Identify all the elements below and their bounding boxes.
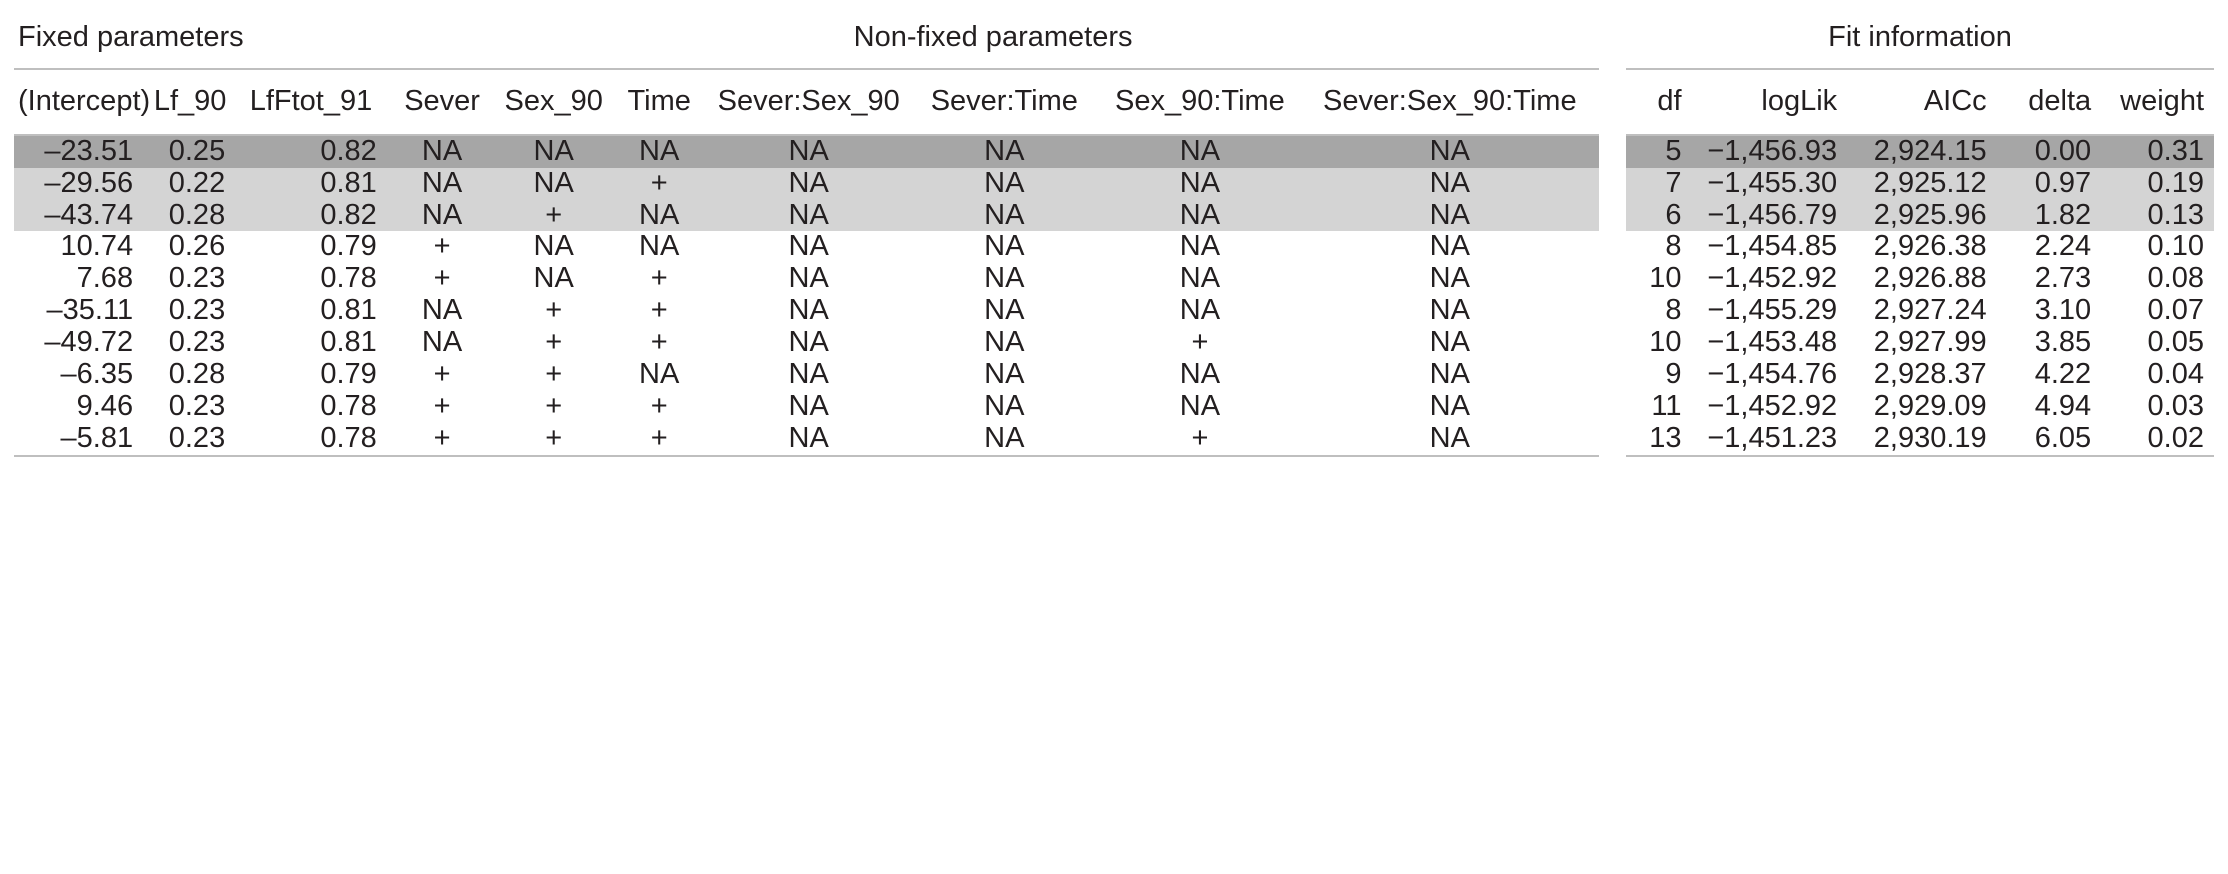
cell-intercept: –23.51 [44, 134, 134, 167]
cell-time: NA [639, 358, 680, 391]
cell-loglik: −1,455.30 [1707, 166, 1838, 199]
cell-loglik: −1,452.92 [1707, 389, 1838, 422]
cell-intercept: –35.11 [46, 294, 134, 327]
cell-gap [1599, 135, 1626, 168]
cell-loglik: −1,455.29 [1707, 294, 1838, 327]
cell-sex-90-time: NA [1179, 198, 1221, 231]
cell-aicc: 2,926.38 [1873, 230, 1987, 263]
cell-sex-90-time: + [1191, 326, 1209, 359]
cell-loglik: −1,454.85 [1707, 230, 1838, 263]
column-header-sever: Sever [387, 69, 498, 135]
cell-lf-90: 0.23 [145, 423, 235, 456]
cell-weight: 0.04 [2147, 358, 2204, 391]
cell-intercept: –29.56 [44, 166, 134, 199]
table-row [14, 168, 2214, 200]
cell-sever-sex-90: NA [788, 230, 829, 263]
cell-weight: 0.10 [2147, 230, 2204, 263]
cell-gap [1599, 263, 1626, 295]
cell-lf-90: 0.26 [168, 230, 226, 263]
cell-loglik: −1,454.76 [1707, 358, 1838, 391]
cell-lfftot-91: 0.79 [320, 230, 377, 263]
cell-df: 10 [1649, 262, 1682, 295]
group-header-spacer [1599, 8, 1626, 69]
cell-lfftot-91: 0.81 [320, 166, 377, 199]
cell-sever-time: NA [984, 166, 1025, 199]
cell-sever-time: NA [984, 294, 1025, 327]
cell-sever-sex-90-time: NA [1429, 358, 1470, 391]
cell-sex-90: + [545, 294, 563, 327]
cell-sever: NA [421, 326, 463, 359]
cell-sex-90: + [545, 389, 563, 422]
cell-intercept: –6.35 [60, 358, 134, 391]
cell-lf-90: 0.25 [168, 134, 226, 167]
cell-gap [1599, 327, 1626, 359]
cell-lfftot-91: 0.78 [320, 389, 377, 422]
cell-weight: 0.03 [2147, 389, 2204, 422]
cell-sever-sex-90: NA [788, 326, 829, 359]
cell-lfftot-91: 0.81 [320, 294, 377, 327]
cell-sever-sex-90: NA [788, 198, 829, 231]
cell-aicc: 2,930.19 [1847, 423, 1997, 456]
column-header-sex-90: Sex_90 [497, 69, 610, 135]
cell-gap [1599, 295, 1626, 327]
cell-sever-time: NA [909, 423, 1099, 456]
column-header-sever-sex-90: Sever:Sex_90 [708, 69, 909, 135]
cell-delta: 3.10 [2034, 294, 2092, 327]
cell-sever: NA [421, 198, 463, 231]
column-header-delta: delta [1997, 69, 2101, 135]
table-row [14, 263, 2214, 295]
cell-sex-90: + [545, 326, 563, 359]
cell-sever-time: NA [984, 389, 1025, 422]
table-row [14, 295, 2214, 327]
column-header-lfftot-91: LfFtot_91 [235, 69, 387, 135]
cell-intercept: 7.68 [76, 262, 134, 295]
cell-delta: 2.24 [2034, 230, 2092, 263]
cell-gap [1599, 423, 1626, 456]
cell-lf-90: 0.28 [168, 198, 226, 231]
cell-aicc: 2,926.88 [1873, 262, 1987, 295]
cell-sex-90-time: NA [1179, 294, 1221, 327]
cell-delta: 0.97 [2034, 166, 2092, 199]
cell-gap [1599, 200, 1626, 232]
cell-sever-time: NA [984, 326, 1025, 359]
group-header-fixed-parameters: Fixed parameters [14, 8, 387, 69]
cell-sex-90: NA [533, 134, 574, 167]
cell-lfftot-91: 0.78 [235, 423, 387, 456]
cell-intercept: –43.74 [44, 198, 134, 231]
cell-sex-90-time: NA [1179, 262, 1221, 295]
cell-sex-90-time: NA [1179, 230, 1221, 263]
cell-delta: 4.22 [2034, 358, 2092, 391]
cell-loglik: −1,453.48 [1707, 326, 1838, 359]
cell-loglik: −1,456.93 [1707, 134, 1838, 167]
table-row [14, 423, 2214, 456]
model-selection-table [14, 8, 2214, 457]
column-header-loglik: logLik [1692, 69, 1848, 135]
cell-sever-sex-90: NA [788, 358, 829, 391]
group-header-row [14, 8, 2214, 69]
cell-sever-time: NA [984, 358, 1025, 391]
cell-aicc: 2,928.37 [1873, 358, 1987, 391]
cell-loglik: −1,451.23 [1692, 423, 1848, 456]
cell-time: NA [639, 134, 680, 167]
cell-df: 5 [1665, 134, 1682, 167]
cell-lfftot-91: 0.81 [320, 326, 377, 359]
cell-lfftot-91: 0.78 [320, 262, 377, 295]
cell-intercept: –5.81 [14, 423, 145, 456]
cell-aicc: 2,927.99 [1873, 326, 1987, 359]
cell-sever: + [433, 230, 451, 263]
table-body [14, 135, 2214, 456]
cell-sex-90-time: NA [1179, 389, 1221, 422]
cell-sex-90: + [545, 198, 563, 231]
cell-lf-90: 0.23 [168, 389, 226, 422]
column-header-intercept: (Intercept) [14, 69, 145, 135]
column-header-df: df [1626, 69, 1692, 135]
cell-sex-90: NA [533, 166, 574, 199]
cell-sever: + [433, 389, 451, 422]
column-header-row [14, 69, 2214, 135]
cell-df: 10 [1649, 326, 1682, 359]
cell-df: 8 [1665, 294, 1682, 327]
cell-sever-sex-90-time: NA [1429, 166, 1470, 199]
cell-df: 11 [1651, 389, 1682, 422]
cell-sex-90: NA [533, 230, 574, 263]
cell-sever: + [433, 358, 451, 391]
cell-df: 13 [1626, 423, 1692, 456]
cell-df: 9 [1665, 358, 1682, 391]
cell-sex-90: + [545, 358, 563, 391]
cell-sever-sex-90: NA [788, 294, 829, 327]
column-header-sex-90-time: Sex_90:Time [1100, 69, 1301, 135]
cell-delta: 0.00 [2034, 134, 2092, 167]
cell-aicc: 2,924.15 [1873, 134, 1987, 167]
cell-time: + [650, 294, 668, 327]
table-row [14, 391, 2214, 423]
cell-time: + [650, 326, 668, 359]
cell-sex-90-time: NA [1179, 134, 1221, 167]
cell-sever-sex-90-time: NA [1429, 389, 1470, 422]
cell-weight: 0.13 [2147, 198, 2204, 231]
cell-gap [1599, 359, 1626, 391]
cell-delta: 1.82 [2034, 198, 2092, 231]
cell-lfftot-91: 0.82 [320, 134, 377, 167]
cell-sever-sex-90-time: NA [1429, 262, 1470, 295]
cell-sever-time: NA [984, 198, 1025, 231]
cell-sever-sex-90: NA [788, 262, 829, 295]
cell-df: 7 [1665, 166, 1682, 199]
cell-delta: 6.05 [1997, 423, 2101, 456]
cell-weight: 0.31 [2147, 134, 2204, 167]
cell-delta: 2.73 [2034, 262, 2092, 295]
table-head [14, 8, 2214, 135]
cell-sever-sex-90: NA [788, 134, 829, 167]
cell-df: 8 [1665, 230, 1682, 263]
cell-lfftot-91: 0.82 [320, 198, 377, 231]
cell-lfftot-91: 0.79 [320, 358, 377, 391]
cell-sever: + [387, 423, 498, 456]
column-header-sever-sex-90-time: Sever:Sex_90:Time [1300, 69, 1599, 135]
cell-lf-90: 0.23 [168, 294, 226, 327]
cell-time: + [650, 262, 668, 295]
cell-sever-sex-90-time: NA [1429, 134, 1470, 167]
column-header-sever-time: Sever:Time [909, 69, 1099, 135]
cell-delta: 4.94 [2034, 389, 2092, 422]
group-header-non-fixed-parameters: Non-fixed parameters [387, 8, 1600, 69]
cell-sever-time: NA [984, 134, 1025, 167]
cell-delta: 3.85 [2034, 326, 2092, 359]
cell-time: + [650, 389, 668, 422]
cell-gap [1599, 231, 1626, 263]
column-header-aicc: AICc [1847, 69, 1997, 135]
cell-sex-90-time: NA [1179, 358, 1221, 391]
group-header-fit-information: Fit information [1626, 8, 2214, 69]
column-header-time: Time [610, 69, 708, 135]
cell-sever-sex-90-time: NA [1429, 294, 1470, 327]
cell-sex-90-time: + [1100, 423, 1301, 456]
cell-sever-sex-90-time: NA [1300, 423, 1599, 456]
cell-weight: 0.05 [2147, 326, 2204, 359]
cell-sever-time: NA [984, 230, 1025, 263]
cell-sever-sex-90: NA [708, 423, 909, 456]
cell-aicc: 2,925.12 [1873, 166, 1987, 199]
cell-weight: 0.02 [2101, 423, 2214, 456]
cell-loglik: −1,452.92 [1707, 262, 1838, 295]
cell-sever: + [433, 262, 451, 295]
cell-lf-90: 0.28 [168, 358, 226, 391]
cell-sever-sex-90: NA [788, 389, 829, 422]
table-row [14, 327, 2214, 359]
cell-gap [1599, 391, 1626, 423]
cell-sever-sex-90-time: NA [1429, 230, 1470, 263]
cell-sever-sex-90-time: NA [1429, 198, 1470, 231]
cell-sex-90-time: NA [1179, 166, 1221, 199]
table-row [14, 135, 2214, 168]
cell-intercept: –49.72 [44, 326, 134, 359]
cell-intercept: 10.74 [60, 230, 134, 263]
column-header-gap [1599, 69, 1626, 135]
cell-weight: 0.19 [2147, 166, 2204, 199]
cell-aicc: 2,927.24 [1873, 294, 1987, 327]
cell-sex-90: + [497, 423, 610, 456]
cell-sever-sex-90: NA [788, 166, 829, 199]
cell-gap [1599, 168, 1626, 200]
cell-lf-90: 0.23 [168, 326, 226, 359]
column-header-weight: weight [2101, 69, 2214, 135]
cell-loglik: −1,456.79 [1707, 198, 1838, 231]
cell-time: + [610, 423, 708, 456]
table-row [14, 200, 2214, 232]
cell-sever-sex-90-time: NA [1429, 326, 1470, 359]
table-row [14, 231, 2214, 263]
cell-weight: 0.07 [2147, 294, 2204, 327]
cell-aicc: 2,929.09 [1873, 389, 1987, 422]
column-header-lf-90: Lf_90 [145, 69, 235, 135]
cell-time: NA [639, 198, 680, 231]
cell-sever: NA [421, 294, 463, 327]
cell-sever: NA [421, 134, 463, 167]
cell-lf-90: 0.23 [168, 262, 226, 295]
cell-lf-90: 0.22 [168, 166, 226, 199]
cell-aicc: 2,925.96 [1873, 198, 1987, 231]
cell-sex-90: NA [533, 262, 574, 295]
cell-df: 6 [1665, 198, 1682, 231]
cell-intercept: 9.46 [76, 389, 134, 422]
cell-weight: 0.08 [2147, 262, 2204, 295]
cell-time: + [650, 166, 668, 199]
table-row [14, 359, 2214, 391]
cell-time: NA [639, 230, 680, 263]
cell-sever: NA [421, 166, 463, 199]
cell-sever-time: NA [984, 262, 1025, 295]
